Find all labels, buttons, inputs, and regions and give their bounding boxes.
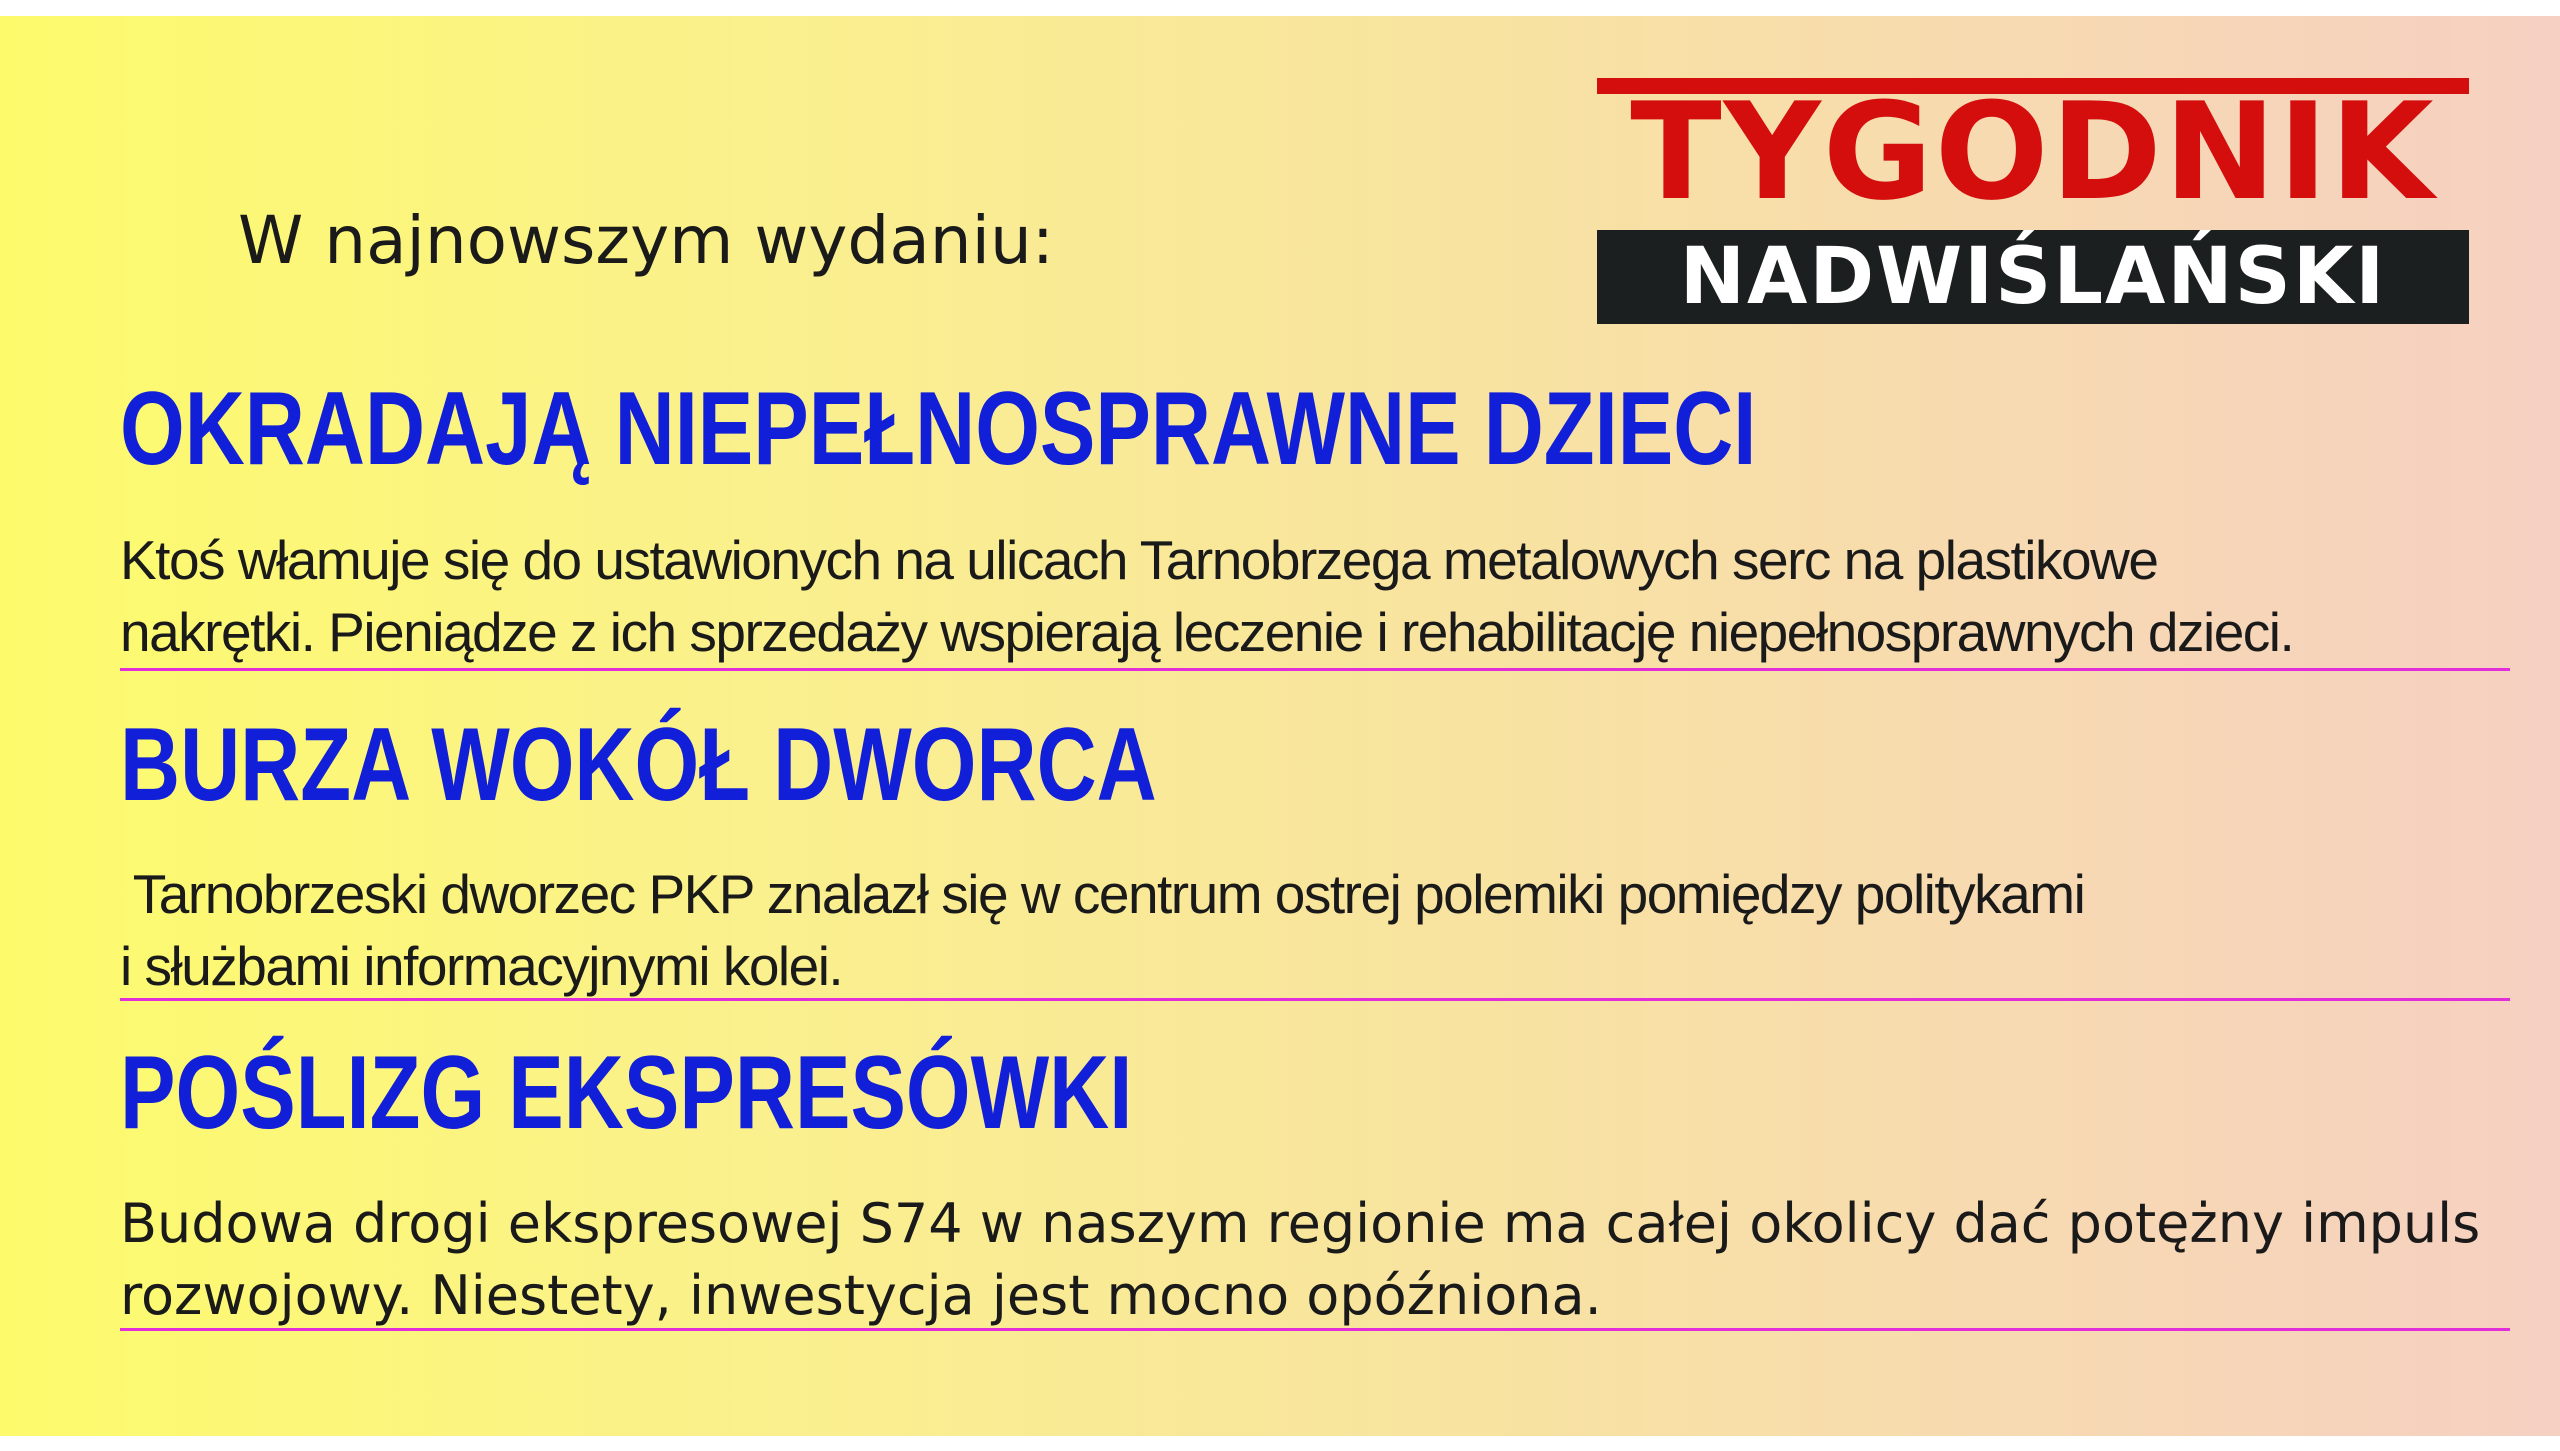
article-3 (120, 1035, 2510, 1151)
article-body-line: nakrętki. Pieniądze z ich sprzedaży wspierają leczenie i rehabilitację niepełnosprawnych dzieci. (120, 601, 2294, 663)
article-body-line: Ktoś włamuje się do ustawionych na ulicach Tarnobrzega metalowych serc na plastikowe (120, 529, 2158, 591)
article-1-body (120, 524, 2510, 668)
article-divider (120, 998, 2510, 1001)
logo-title-top: TYGODNIK (1630, 74, 2436, 230)
article-2 (120, 707, 2510, 823)
article-body-line: rozwojowy. Niestety, inwestycja jest mocno opóźniona. (120, 1264, 1602, 1327)
article-headline: BURZA WOKÓŁ DWORCA (120, 707, 1157, 823)
article-headline: OKRADAJĄ NIEPEŁNOSPRAWNE DZIECI (120, 371, 1757, 487)
article-divider (120, 668, 2510, 671)
article-body-line: Budowa drogi ekspresowej S74 w naszym regionie ma całej okolicy dać potężny impuls (120, 1192, 2481, 1255)
article-headline: POŚLIZG EKSPRESÓWKI (120, 1035, 1133, 1151)
article-3-body (120, 1188, 2510, 1332)
article-body-line: Tarnobrzeski dworzec PKP znalazł się w centrum ostrej polemiki pomiędzy politykami (120, 863, 2085, 925)
advertisement-banner (0, 16, 2560, 1436)
intro-text: W najnowszym wydaniu: (238, 202, 1055, 279)
article-2-body (120, 858, 2510, 1002)
tygodnik-nadwislanski-logo (1597, 74, 2469, 324)
article-divider (120, 1328, 2510, 1331)
article-body-line: i służbami informacyjnymi kolei. (120, 935, 843, 997)
logo-title-bottom: NADWIŚLAŃSKI (1597, 230, 2469, 324)
article-1 (120, 371, 2510, 487)
